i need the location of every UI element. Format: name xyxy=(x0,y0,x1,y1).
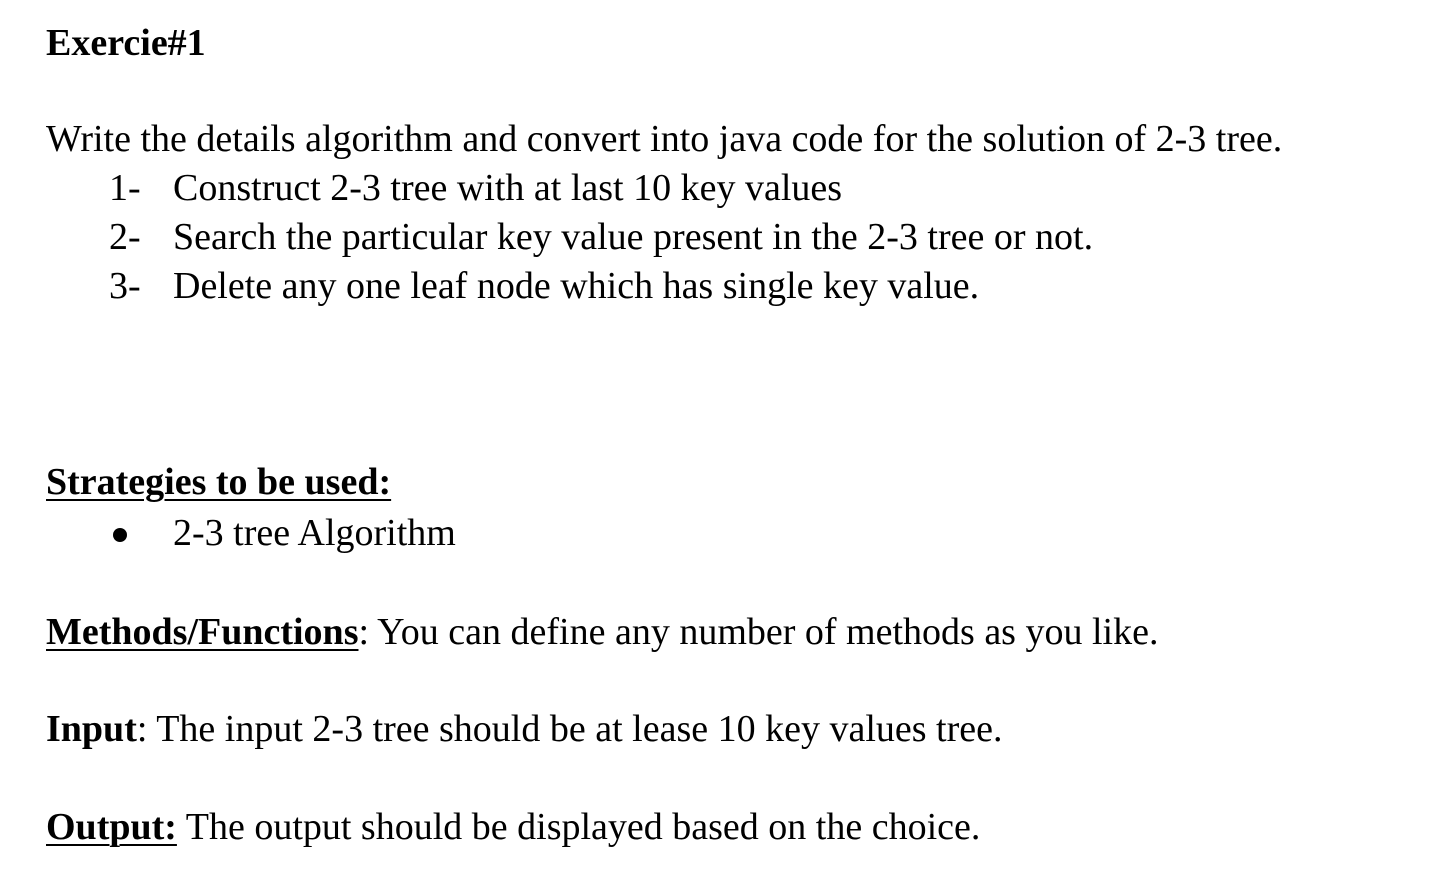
strategy-text: 2-3 tree Algorithm xyxy=(173,512,456,554)
input-label: Input xyxy=(46,708,137,750)
input-text: The input 2-3 tree should be at lease 10 key values tree. xyxy=(147,708,1003,750)
methods-text: You can define any number of methods as you like. xyxy=(369,611,1159,653)
task-text: Delete any one leaf node which has single key value. xyxy=(173,265,980,307)
task-text: Search the particular key value present in the 2-3 tree or not. xyxy=(173,216,1094,258)
task-text: Construct 2-3 tree with at last 10 key values xyxy=(173,167,843,209)
strategies-heading: Strategies to be used: xyxy=(46,461,392,503)
input-paragraph xyxy=(46,710,1002,748)
output-paragraph xyxy=(46,808,980,846)
exercise-title: Exercie#1 xyxy=(46,22,206,64)
input-separator: : xyxy=(136,708,148,750)
task-number: 2- xyxy=(109,216,141,258)
methods-label: Methods/Functions xyxy=(46,611,359,653)
bullet-icon xyxy=(113,528,127,542)
output-label: Output: xyxy=(46,806,177,848)
output-text: The output should be displayed based on the choice. xyxy=(176,806,981,848)
methods-paragraph xyxy=(46,613,1158,651)
task-number: 3- xyxy=(109,265,141,307)
task-number: 1- xyxy=(109,167,141,209)
methods-separator: : xyxy=(358,611,370,653)
intro-paragraph: Write the details algorithm and convert into java code for the solution of 2-3 tree. xyxy=(46,118,1283,160)
